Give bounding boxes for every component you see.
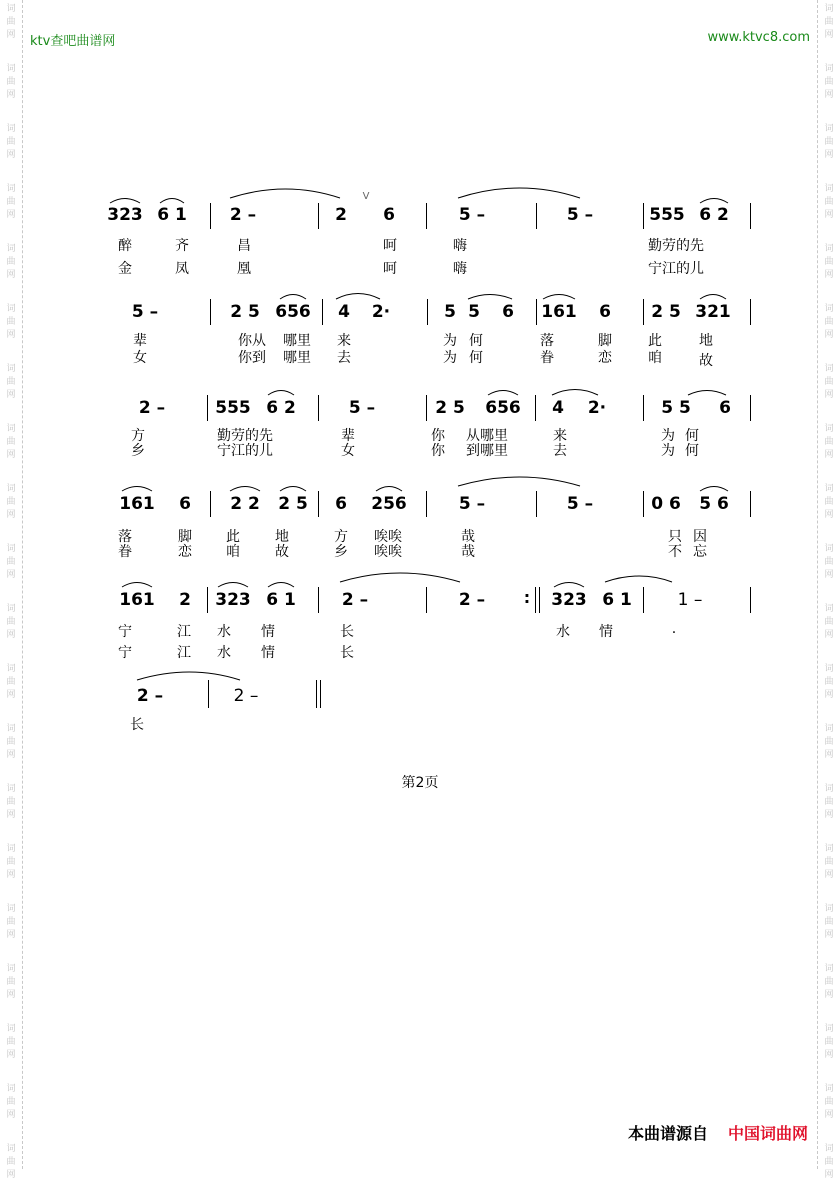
watermark-glyph: 网 — [824, 870, 834, 880]
lyric-verse1: 此 — [226, 529, 240, 545]
lyric-verse2: 你 — [431, 443, 445, 459]
watermark-glyph: 词 — [6, 544, 16, 554]
lyric-verse1: 宁 — [118, 624, 132, 640]
watermark-glyph: 曲 — [824, 677, 834, 687]
watermark-glyph: 曲 — [824, 197, 834, 207]
page-number: 第2页 — [401, 775, 439, 791]
watermark-glyph: 词 — [6, 484, 16, 494]
slur — [218, 583, 248, 588]
watermark-glyph: 网 — [824, 1170, 834, 1180]
lyric-verse1: 呵 — [383, 238, 397, 254]
watermark-glyph: 曲 — [824, 317, 834, 327]
breath-mark: V — [362, 191, 370, 202]
slur — [700, 487, 728, 492]
lyric-verse2: 宁江的儿 — [648, 261, 704, 277]
watermark-glyph: 曲 — [6, 977, 16, 987]
note: 2· — [587, 398, 607, 418]
lyric-verse2: 乡 — [334, 544, 348, 560]
watermark-glyph: 曲 — [824, 797, 834, 807]
watermark-glyph: 网 — [6, 1050, 16, 1060]
slur — [458, 188, 580, 198]
watermark-glyph: 曲 — [6, 17, 16, 27]
lyric-verse1: 长 — [340, 624, 354, 640]
lyric-verse2: 为 — [443, 350, 457, 366]
lyric-verse1: 嗨 — [453, 238, 467, 254]
watermark-glyph: 网 — [824, 690, 834, 700]
lyric-verse2: 乡 — [131, 443, 145, 459]
lyric-verse2: 恋 — [178, 544, 192, 560]
lyric-verse1: 方 — [334, 529, 348, 545]
watermark-glyph: 曲 — [824, 437, 834, 447]
note-group: 5 – — [458, 205, 486, 225]
watermark-glyph: 曲 — [824, 1037, 834, 1047]
note: 6 — [179, 494, 191, 514]
watermark-glyph: 网 — [6, 510, 16, 520]
note-group: 256 — [371, 494, 407, 514]
repeat-sign: : — [523, 588, 531, 607]
watermark-glyph: 网 — [824, 510, 834, 520]
slur — [268, 391, 294, 396]
slur — [340, 573, 460, 582]
watermark-glyph: 词 — [824, 1144, 834, 1154]
watermark-glyph: 网 — [6, 930, 16, 940]
note-group: 2 5 — [435, 398, 465, 418]
slur — [552, 390, 598, 396]
note-group: 5 – — [458, 494, 486, 514]
note-group: 2 5 — [278, 494, 308, 514]
lyric-verse1: 齐 — [175, 238, 189, 254]
watermark-glyph: 词 — [6, 664, 16, 674]
watermark-glyph: 词 — [824, 4, 834, 14]
watermark-glyph: 网 — [824, 1050, 834, 1060]
watermark-glyph: 网 — [824, 930, 834, 940]
watermark-glyph: 网 — [6, 30, 16, 40]
watermark-glyph: 曲 — [6, 857, 16, 867]
note-group: 6 2 — [699, 205, 729, 225]
watermark-glyph: 曲 — [6, 317, 16, 327]
watermark-glyph: 曲 — [824, 1097, 834, 1107]
lyric-verse1: 落 — [118, 529, 132, 545]
note-group: 2 – — [233, 686, 259, 706]
note-group: 555 — [215, 398, 251, 418]
note-group: 2 – — [458, 590, 486, 610]
lyric-verse2: 江 — [177, 645, 191, 661]
lyric-verse1: 情 — [261, 624, 275, 640]
lyric-verse1: 此 — [648, 333, 662, 349]
note-group: 6 1 — [602, 590, 632, 610]
watermark-glyph: 曲 — [6, 1157, 16, 1167]
watermark-glyph: 曲 — [6, 797, 16, 807]
lyric-verse1: 地 — [699, 333, 713, 349]
lyric-verse1: 辈 — [341, 428, 355, 444]
watermark-glyph: 网 — [824, 390, 834, 400]
watermark-glyph: 词 — [824, 484, 834, 494]
watermark-glyph: 曲 — [6, 1037, 16, 1047]
watermark-glyph: 曲 — [6, 377, 16, 387]
lyric-verse1: 勤劳的先 — [648, 238, 704, 254]
lyric-verse1: 为 — [443, 333, 457, 349]
lyric-verse2: 嗨 — [453, 261, 467, 277]
note-group: 6 1 — [157, 205, 187, 225]
note-group: 2 – — [341, 590, 369, 610]
watermark-glyph: 词 — [6, 184, 16, 194]
lyric-verse1: 来 — [337, 333, 351, 349]
watermark-glyph: 曲 — [824, 17, 834, 27]
watermark-glyph: 词 — [824, 184, 834, 194]
watermark-glyph: 网 — [824, 90, 834, 100]
watermark-glyph: 曲 — [824, 737, 834, 747]
watermark-glyph: 词 — [824, 964, 834, 974]
watermark-glyph: 曲 — [6, 257, 16, 267]
watermark-glyph: 词 — [824, 1024, 834, 1034]
watermark-glyph: 曲 — [6, 737, 16, 747]
watermark-glyph: 曲 — [824, 77, 834, 87]
watermark-glyph: 网 — [6, 690, 16, 700]
note-group: 2 2 — [230, 494, 260, 514]
slur — [336, 294, 380, 300]
watermark-glyph: 词 — [6, 724, 16, 734]
watermark-glyph: 词 — [824, 64, 834, 74]
lyric-verse2: 呵 — [383, 261, 397, 277]
slur — [458, 477, 580, 486]
slur — [268, 583, 294, 588]
lyric-verse1: 因 — [693, 529, 707, 545]
watermark-glyph: 曲 — [6, 1097, 16, 1107]
note-group: 2 5 — [651, 302, 681, 322]
lyric-verse2: 眷 — [540, 350, 554, 366]
watermark-glyph: 词 — [824, 364, 834, 374]
note-group: 323 — [107, 205, 143, 225]
watermark-glyph: 词 — [6, 364, 16, 374]
watermark-glyph: 词 — [824, 544, 834, 554]
lyric-verse1: 方 — [131, 428, 145, 444]
watermark-glyph: 网 — [6, 750, 16, 760]
watermark-glyph: 曲 — [6, 617, 16, 627]
note: 2 — [179, 590, 191, 610]
watermark-glyph: 曲 — [824, 497, 834, 507]
lyric-verse2: 故 — [699, 353, 713, 369]
watermark-glyph: 曲 — [6, 437, 16, 447]
lyric-verse1: 哉 — [461, 529, 475, 545]
lyric-verse1: 为 — [661, 428, 675, 444]
note-group: 0 6 — [651, 494, 681, 514]
note-group: 2 – — [136, 686, 164, 706]
watermark-glyph: 词 — [824, 424, 834, 434]
note-group: 5 – — [131, 302, 159, 322]
lyric-verse1: 落 — [540, 333, 554, 349]
watermark-glyph: 词 — [824, 664, 834, 674]
note-group: 6 2 — [266, 398, 296, 418]
lyric-verse2: 为 — [661, 443, 675, 459]
watermark-glyph: 网 — [824, 750, 834, 760]
lyric-verse2: 你到 — [238, 350, 266, 366]
lyric-verse1: 何 — [469, 333, 483, 349]
watermark-glyph: 曲 — [6, 917, 16, 927]
note-group: 555 — [649, 205, 685, 225]
note-group: 1 – — [677, 590, 703, 610]
lyric-verse1: . — [671, 621, 677, 637]
lyric-verse1: 只 — [668, 529, 682, 545]
watermark-glyph: 网 — [6, 390, 16, 400]
source-footer — [628, 1121, 808, 1144]
watermark-glyph: 曲 — [6, 677, 16, 687]
lyric-verse1: 水 — [556, 624, 570, 640]
watermark-glyph: 词 — [6, 244, 16, 254]
slur — [280, 487, 306, 492]
watermark-glyph: 网 — [6, 150, 16, 160]
watermark-glyph: 网 — [824, 810, 834, 820]
note: 6 — [719, 398, 731, 418]
watermark-glyph: 网 — [824, 1110, 834, 1120]
watermark-glyph: 词 — [6, 1084, 16, 1094]
watermark-glyph: 曲 — [6, 497, 16, 507]
watermark-glyph: 网 — [6, 270, 16, 280]
slur — [230, 487, 260, 492]
note: 5 — [444, 302, 456, 322]
source-label: 本曲谱源自 — [627, 1124, 708, 1143]
watermark-glyph: 曲 — [824, 977, 834, 987]
watermark-glyph: 网 — [6, 630, 16, 640]
watermark-glyph: 曲 — [824, 257, 834, 267]
lyric-verse1: 勤劳的先 — [217, 428, 273, 444]
note: 6 — [599, 302, 611, 322]
lyric-verse2: 水 — [217, 645, 231, 661]
watermark-glyph: 词 — [824, 124, 834, 134]
lyric-verse2: 唉唉 — [374, 544, 402, 560]
watermark-glyph: 网 — [6, 450, 16, 460]
slur — [605, 576, 672, 582]
note-group: 6 1 — [266, 590, 296, 610]
watermark-glyph: 曲 — [824, 137, 834, 147]
lyric-verse1: 哪里 — [283, 333, 311, 349]
slur — [280, 295, 306, 300]
lyric-verse2: 去 — [553, 443, 567, 459]
watermark-glyph: 曲 — [824, 917, 834, 927]
slur — [700, 199, 728, 204]
lyric-verse2: 去 — [337, 350, 351, 366]
lyric-verse2: 金 — [118, 261, 132, 277]
watermark-glyph: 网 — [6, 90, 16, 100]
note: 5 — [468, 302, 480, 322]
lyric-verse2: 哪里 — [283, 350, 311, 366]
lyric-verse1: 来 — [553, 428, 567, 444]
watermark-glyph: 词 — [6, 604, 16, 614]
watermark-glyph: 网 — [824, 450, 834, 460]
watermark-glyph: 网 — [6, 210, 16, 220]
slur — [554, 583, 584, 588]
watermark-glyph: 网 — [6, 330, 16, 340]
watermark-glyph: 曲 — [824, 617, 834, 627]
lyric-verse1: 你从 — [238, 333, 266, 349]
note: 6 — [383, 205, 395, 225]
note-group: 161 — [541, 302, 577, 322]
note-group: 323 — [551, 590, 587, 610]
watermark-glyph: 词 — [824, 724, 834, 734]
lyric-verse2: 宁 — [118, 645, 132, 661]
note: 4 — [552, 398, 564, 418]
watermark-glyph: 曲 — [6, 137, 16, 147]
note: 2 — [335, 205, 347, 225]
slur — [137, 672, 240, 680]
watermark-glyph: 网 — [824, 570, 834, 580]
note-group: 161 — [119, 494, 155, 514]
note-group: 5 5 — [661, 398, 691, 418]
lyric-verse2: 恋 — [598, 350, 612, 366]
watermark-glyph: 网 — [6, 990, 16, 1000]
watermark-glyph: 曲 — [824, 857, 834, 867]
watermark-glyph: 词 — [6, 124, 16, 134]
watermark-glyph: 网 — [824, 270, 834, 280]
watermark-glyph: 曲 — [6, 557, 16, 567]
note-group: 5 – — [348, 398, 376, 418]
watermark-glyph: 词 — [6, 904, 16, 914]
note-group: 161 — [119, 590, 155, 610]
slur — [376, 487, 402, 492]
lyric-verse2: 忘 — [693, 544, 707, 560]
lyric-verse1: 情 — [599, 624, 613, 640]
lyric-verse1: 脚 — [598, 333, 612, 349]
watermark-glyph: 网 — [824, 210, 834, 220]
lyric-verse1: 江 — [177, 624, 191, 640]
watermark-glyph: 网 — [6, 810, 16, 820]
note: 6 — [502, 302, 514, 322]
lyric-verse1: 辈 — [133, 333, 147, 349]
watermark-glyph: 词 — [6, 964, 16, 974]
slur — [468, 295, 512, 300]
lyric-verse1: 长 — [130, 717, 144, 733]
watermark-glyph: 曲 — [824, 557, 834, 567]
watermark-glyph: 词 — [6, 64, 16, 74]
watermark-glyph: 词 — [6, 424, 16, 434]
lyric-verse2: 凰 — [237, 261, 251, 277]
slur — [122, 583, 152, 588]
slur — [110, 199, 140, 204]
lyric-verse1: 何 — [685, 428, 699, 444]
lyric-verse2: 凤 — [175, 261, 189, 277]
watermark-glyph: 网 — [824, 630, 834, 640]
lyric-verse2: 长 — [340, 645, 354, 661]
watermark-glyph: 曲 — [6, 77, 16, 87]
watermark-glyph: 词 — [6, 844, 16, 854]
note-group: 5 – — [566, 494, 594, 514]
watermark-glyph: 网 — [6, 1110, 16, 1120]
slur — [543, 295, 575, 300]
lyric-verse2: 何 — [685, 443, 699, 459]
watermark-glyph: 网 — [824, 30, 834, 40]
lyric-verse2: 女 — [133, 350, 147, 366]
slur — [122, 487, 152, 492]
lyric-verse2: 咱 — [226, 544, 240, 560]
note-group: 2 5 — [230, 302, 260, 322]
lyric-verse2: 女 — [341, 443, 355, 459]
slur — [700, 295, 726, 300]
watermark-glyph: 词 — [6, 784, 16, 794]
slur — [230, 189, 340, 198]
lyric-verse1: 你 — [431, 428, 445, 444]
note-group: 5 – — [566, 205, 594, 225]
lyric-verse1: 唉唉 — [374, 529, 402, 545]
watermark-glyph: 曲 — [824, 1157, 834, 1167]
slur — [688, 391, 726, 396]
note-group: 656 — [485, 398, 521, 418]
watermark-glyph: 词 — [6, 4, 16, 14]
source-brand: 中国词曲网 — [727, 1124, 808, 1143]
watermark-glyph: 词 — [6, 1144, 16, 1154]
note-group: 321 — [695, 302, 731, 322]
slur — [488, 391, 518, 396]
watermark-glyph: 词 — [824, 784, 834, 794]
lyric-verse1: 醉 — [118, 238, 132, 254]
lyric-verse2: 故 — [275, 544, 289, 560]
note: 2· — [371, 302, 391, 322]
note: 6 — [335, 494, 347, 514]
lyric-verse2: 宁江的儿 — [217, 443, 273, 459]
lyric-verse1: 从哪里 — [466, 428, 508, 444]
watermark-glyph: 网 — [6, 1170, 16, 1180]
lyric-verse2: 咱 — [648, 350, 662, 366]
watermark-glyph: 词 — [6, 1024, 16, 1034]
lyric-verse2: 眷 — [118, 544, 132, 560]
lyric-verse2: 不 — [668, 544, 682, 560]
watermark-glyph: 词 — [824, 904, 834, 914]
note-group: 2 – — [229, 205, 257, 225]
lyric-verse1: 昌 — [237, 238, 251, 254]
site-name-left: ktv查吧曲谱网 — [30, 34, 116, 49]
lyric-verse2: 情 — [261, 645, 275, 661]
note-group: 323 — [215, 590, 251, 610]
note: 4 — [338, 302, 350, 322]
watermark-glyph: 词 — [824, 304, 834, 314]
watermark-glyph: 网 — [824, 330, 834, 340]
watermark-glyph: 网 — [824, 150, 834, 160]
site-url-right: www.ktvc8.com — [707, 30, 810, 45]
watermark-glyph: 网 — [6, 870, 16, 880]
note-group: 2 – — [138, 398, 166, 418]
lyric-verse1: 水 — [217, 624, 231, 640]
lyric-verse2: 哉 — [461, 544, 475, 560]
watermark-glyph: 网 — [6, 570, 16, 580]
note-group: 5 6 — [699, 494, 729, 514]
watermark-glyph: 曲 — [6, 197, 16, 207]
watermark-glyph: 词 — [6, 304, 16, 314]
lyric-verse2: 到哪里 — [466, 443, 508, 459]
lyric-verse1: 地 — [275, 529, 289, 545]
watermark-glyph: 词 — [824, 604, 834, 614]
watermark-glyph: 网 — [824, 990, 834, 1000]
watermark-glyph: 词 — [824, 1084, 834, 1094]
slur — [160, 199, 184, 204]
note-group: 656 — [275, 302, 311, 322]
lyric-verse2: 何 — [469, 350, 483, 366]
lyric-verse1: 脚 — [178, 529, 192, 545]
watermark-glyph: 词 — [824, 844, 834, 854]
watermark-glyph: 曲 — [824, 377, 834, 387]
watermark-glyph: 词 — [824, 244, 834, 254]
